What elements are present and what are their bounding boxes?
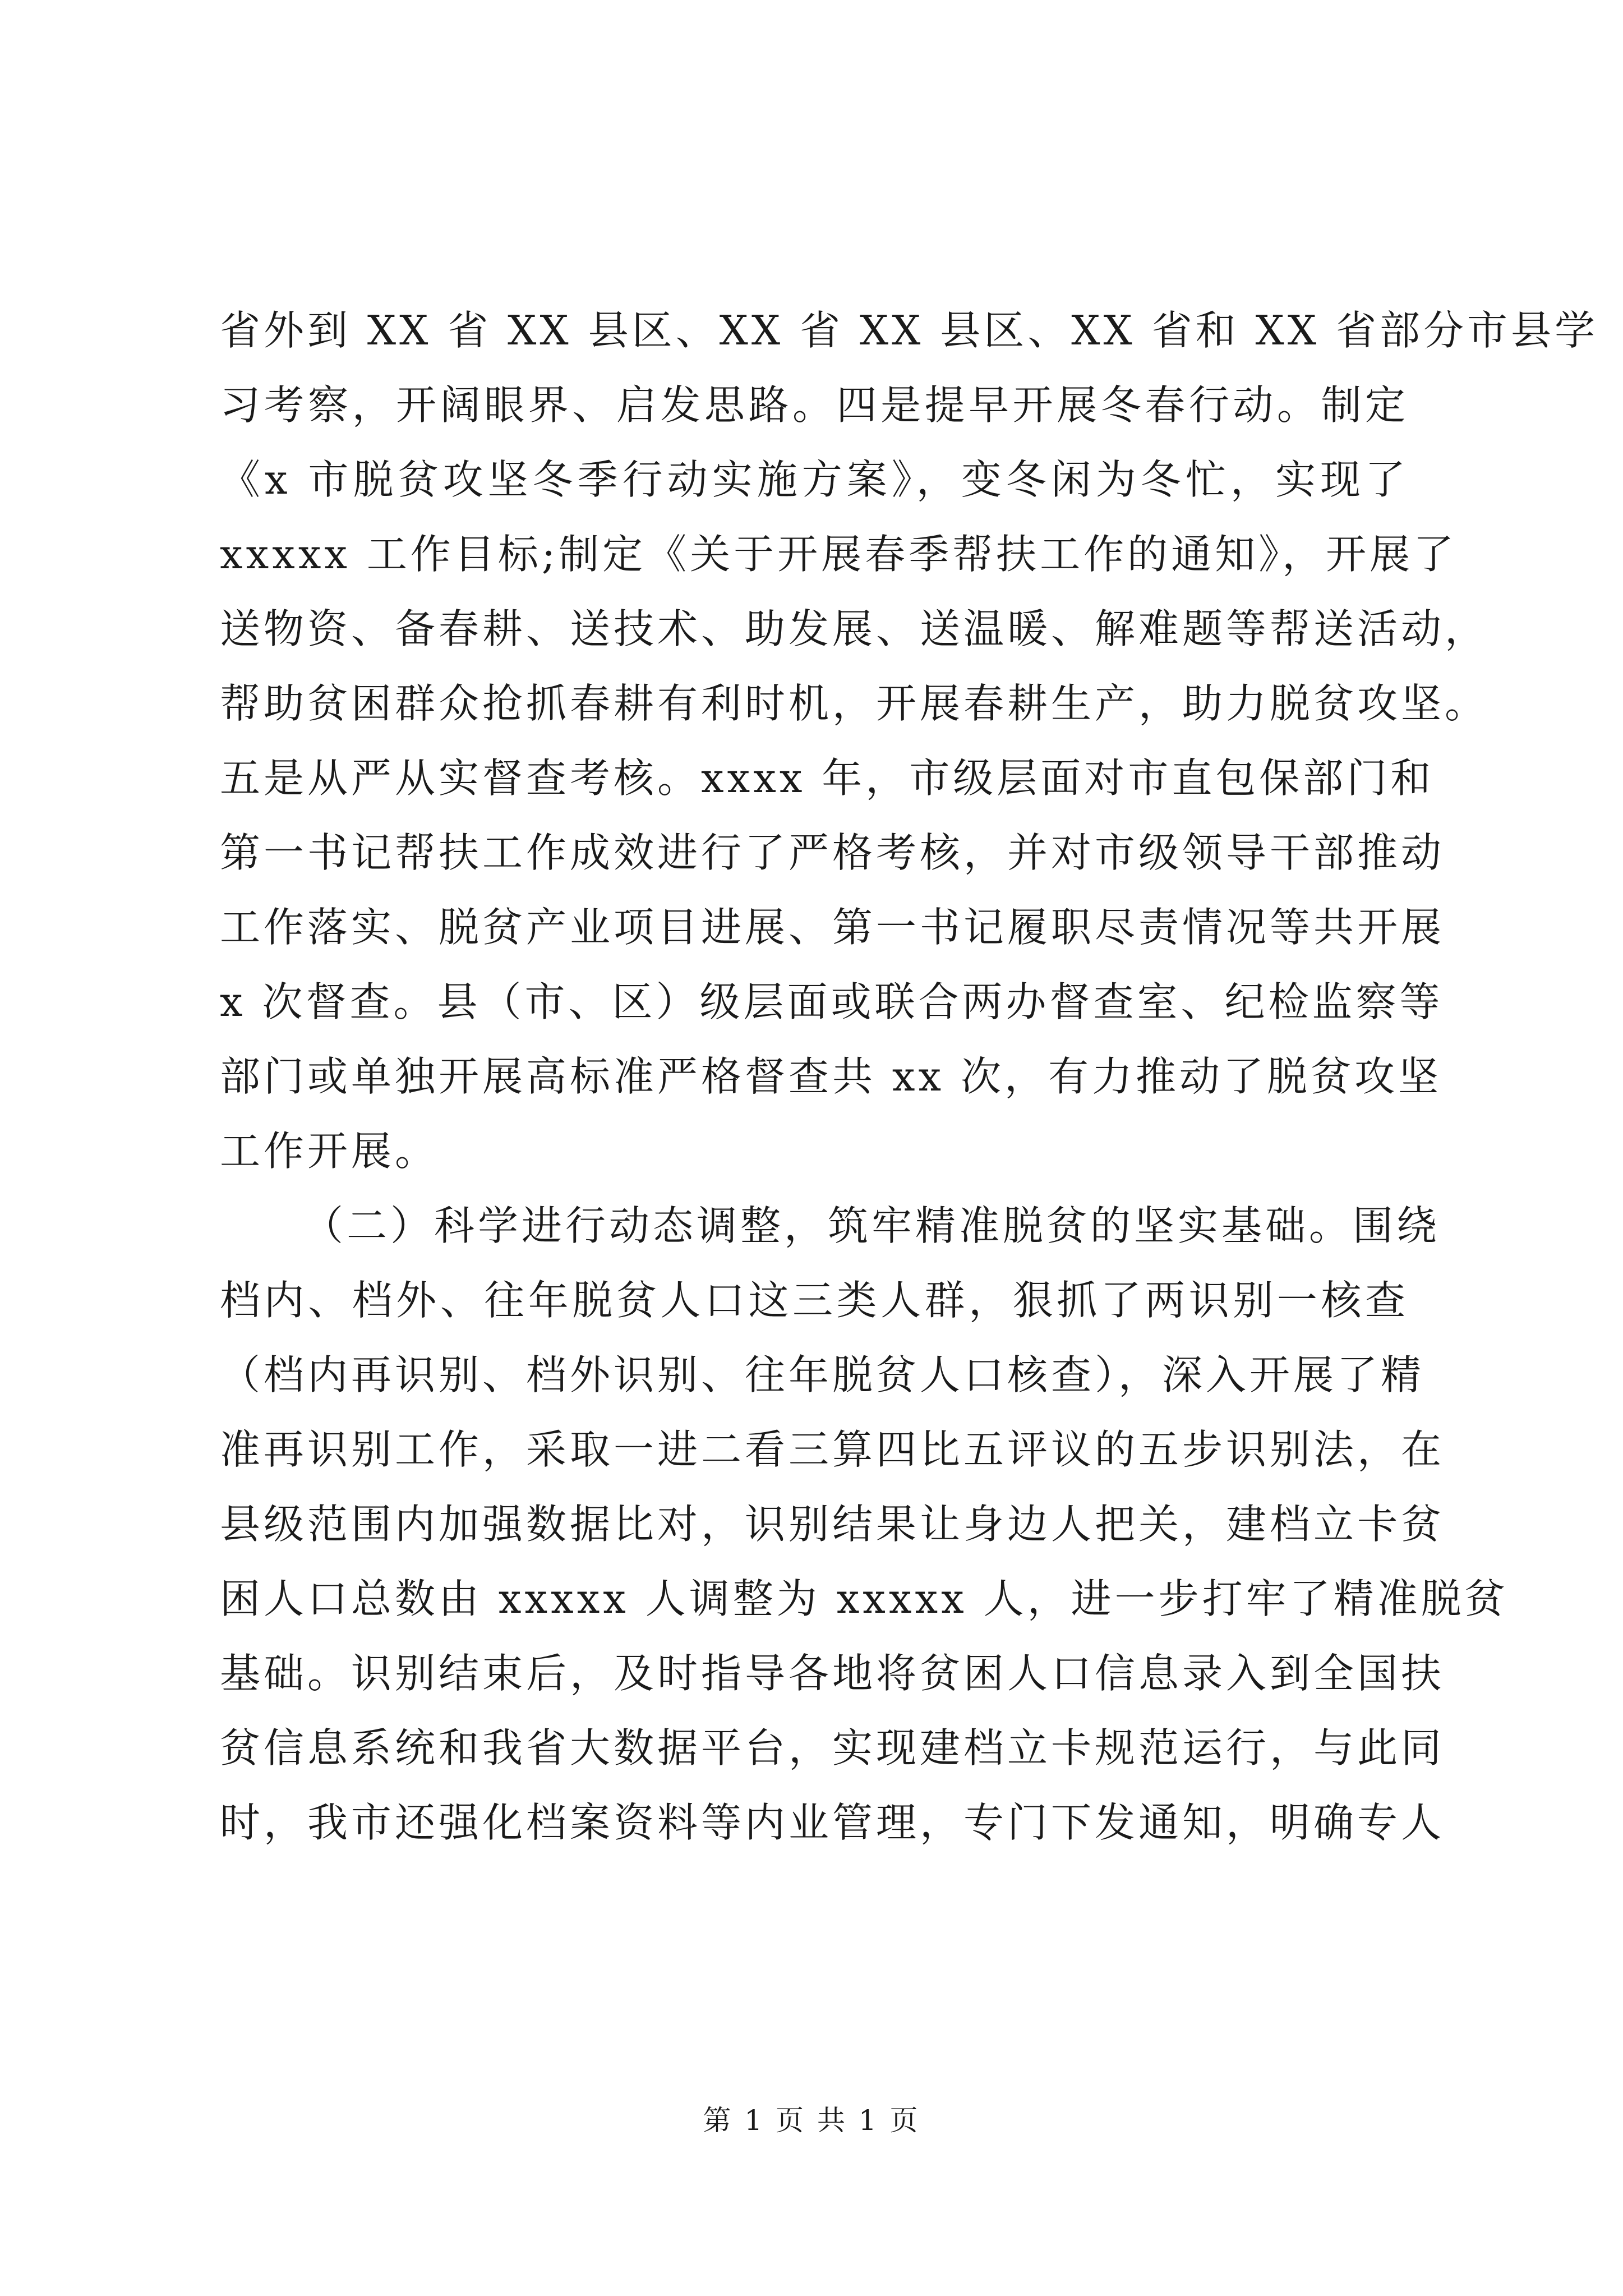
body-text-line: 县级范围内加强数据比对，识别结果让身边人把关，建档立卡贫 — [220, 1501, 1445, 1548]
body-text-line: （档内再识别、档外识别、往年脱贫人口核查），深入开展了精 — [220, 1351, 1425, 1398]
body-text-line: 帮助贫困群众抢抓春耕有利时机，开展春耕生产，助力脱贫攻坚。 — [220, 680, 1489, 727]
body-text-line: x 次督查。县（市、区）级层面或联合两办督查室、纪检监察等 — [220, 978, 1444, 1025]
body-text-line: 五是从严从实督查考核。xxxx 年，市级层面对市直包保部门和 — [220, 754, 1435, 802]
body-text-line: 贫信息系统和我省大数据平台，实现建档立卡规范运行，与此同 — [220, 1724, 1445, 1772]
body-text-line: 基础。识别结束后，及时指导各地将贫困人口信息录入到全国扶 — [220, 1650, 1445, 1697]
body-text-line: 部门或单独开展高标准严格督查共 xx 次，有力推动了脱贫攻坚 — [220, 1053, 1442, 1100]
section-heading-line: （二）科学进行动态调整，筑牢精准脱贫的坚实基础。围绕 — [303, 1202, 1441, 1249]
body-text-line: 第一书记帮扶工作成效进行了严格考核，并对市级领导干部推动 — [220, 829, 1445, 876]
body-text-line: 省外到 XX 省 XX 县区、XX 省 XX 县区、XX 省和 XX 省部分市县学 — [220, 307, 1598, 354]
body-text-line: xxxxx 工作目标;制定《关于开展春季帮扶工作的通知》，开展了 — [220, 531, 1458, 578]
body-text-line: 工作落实、脱贫产业项目进展、第一书记履职尽责情况等共开展 — [220, 904, 1445, 951]
body-text-line: 时，我市还强化档案资料等内业管理，专门下发通知，明确专人 — [220, 1799, 1445, 1846]
page-footer: 第 1 页 共 1 页 — [703, 2104, 920, 2137]
body-text-line: 习考察，开阔眼界、启发思路。四是提早开展冬春行动。制定 — [220, 381, 1409, 429]
body-text-line: 工作开展。 — [220, 1128, 439, 1175]
body-text-line: 《x 市脱贫攻坚冬季行动实施方案》，变冬闲为冬忙，实现了 — [220, 456, 1409, 503]
body-text-line: 困人口总数由 xxxxx 人调整为 xxxxx 人，进一步打牢了精准脱贫 — [220, 1575, 1509, 1622]
body-text-line: 档内、档外、往年脱贫人口这三类人群，狠抓了两识别一核查 — [220, 1277, 1409, 1324]
body-text-line: 送物资、备春耕、送技术、助发展、送温暖、解难题等帮送活动， — [220, 605, 1489, 652]
body-text-line: 准再识别工作，采取一进二看三算四比五评议的五步识别法，在 — [220, 1426, 1445, 1473]
